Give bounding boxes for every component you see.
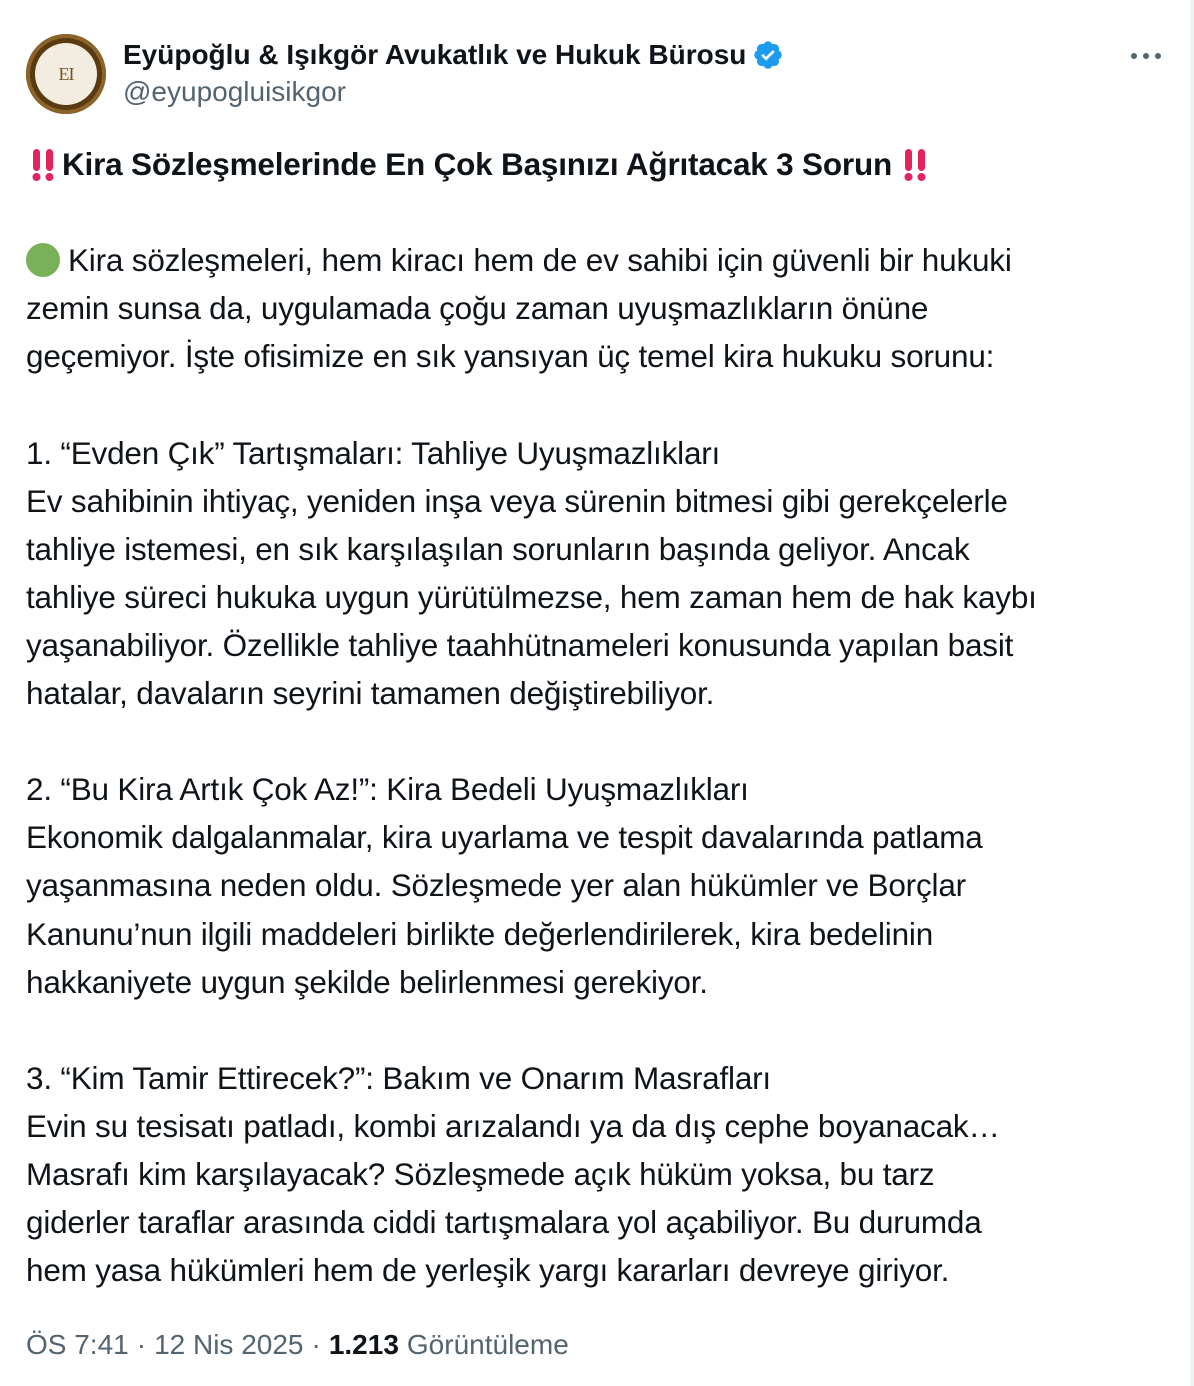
avatar[interactable] — [26, 34, 106, 114]
green-circle-icon — [26, 243, 60, 277]
section-line: hem yasa hükümleri hem de yerleşik yargı kararları devreye giriyor. — [26, 1252, 950, 1289]
avatar-monogram: EI — [58, 63, 74, 84]
tweet-meta — [26, 1322, 569, 1368]
blank-line — [26, 1006, 1166, 1054]
tweet-text — [26, 140, 1166, 1294]
section-line: yaşanmasına neden oldu. Sözleşmede yer alan hükümler ve Borçlar — [26, 867, 966, 904]
display-name[interactable]: Eyüpoğlu & Işıkgör Avukatlık ve Hukuk Bürosu — [123, 39, 747, 70]
tweet-title: Kira Sözleşmelerinde En Çok Başınızı Ağrıtacak 3 Sorun — [62, 146, 893, 182]
intro-line: geçemiyor. İşte ofisimize en sık yansıyan üç temel kira hukuku sorunu: — [26, 338, 995, 375]
tweet-title-line — [26, 140, 1166, 188]
separator: · — [311, 1329, 321, 1360]
verified-badge-icon[interactable] — [752, 39, 784, 71]
section-line: Kanunu’nun ilgili maddeleri birlikte değerlendirilerek, kira bedelinin — [26, 915, 934, 952]
section-line: hatalar, davaların seyrini tamamen değiştirebiliyor. — [26, 675, 715, 712]
timeline-border — [1190, 0, 1194, 1386]
name-row — [123, 36, 784, 74]
intro-line — [26, 236, 1166, 284]
section-line: Evin su tesisatı patladı, kombi arızalandı ya da dış cephe boyanacak… — [26, 1107, 1000, 1144]
section-heading: 3. “Kim Tamir Ettirecek?”: Bakım ve Onarım Masrafları — [26, 1059, 771, 1096]
section-line: Ev sahibinin ihtiyaç, yeniden inşa veya sürenin bitmesi gibi gerekçelerle — [26, 482, 1008, 519]
section-line: tahliye istemesi, en sık karşılaşılan sorunların başında geliyor. Ancak — [26, 530, 970, 567]
more-icon[interactable] — [1126, 44, 1166, 68]
section-line: hakkaniyete uygun şekilde belirlenmesi gerekiyor. — [26, 963, 708, 1000]
views-count[interactable]: 1.213 — [328, 1329, 399, 1360]
blank-line — [26, 380, 1166, 428]
section-line: yaşanabiliyor. Özellikle tahliye taahhütnameleri konusunda yapılan basit — [26, 626, 1014, 663]
tweet-date[interactable]: 12 Nis 2025 — [154, 1329, 304, 1360]
intro-line: zemin sunsa da, uygulamada çoğu zaman uyuşmazlıkların önüne — [26, 290, 929, 327]
separator: · — [136, 1329, 147, 1360]
section-line: Masrafı kim karşılayacak? Sözleşmede açık hüküm yoksa, bu tarz — [26, 1155, 935, 1192]
section-heading: 1. “Evden Çık” Tartışmaları: Tahliye Uyuşmazlıkları — [26, 434, 721, 471]
section-line: Ekonomik dalgalanmalar, kira uyarlama ve tespit davalarında patlama — [26, 819, 983, 856]
tweet-header — [26, 34, 1166, 116]
blank-line — [26, 188, 1166, 236]
intro-text: Kira sözleşmeleri, hem kiracı hem de ev sahibi için güvenli bir hukuki — [68, 242, 1012, 279]
section-line: tahliye süreci hukuka uygun yürütülmezse, hem zaman hem de hak kaybı — [26, 578, 1037, 615]
views-label: Görüntüleme — [406, 1329, 569, 1360]
tweet-time[interactable]: ÖS 7:41 — [26, 1329, 129, 1360]
double-exclamation-icon — [898, 146, 932, 182]
blank-line — [26, 717, 1166, 765]
section-heading: 2. “Bu Kira Artık Çok Az!”: Kira Bedeli Uyuşmazlıkları — [26, 771, 749, 808]
section-line: giderler taraflar arasında ciddi tartışmalara yol açabiliyor. Bu durumda — [26, 1204, 982, 1241]
double-exclamation-icon — [26, 146, 60, 182]
avatar-logo — [35, 43, 97, 105]
handle[interactable]: @eyupogluisikgor — [123, 76, 346, 107]
more-dots — [1129, 51, 1163, 61]
